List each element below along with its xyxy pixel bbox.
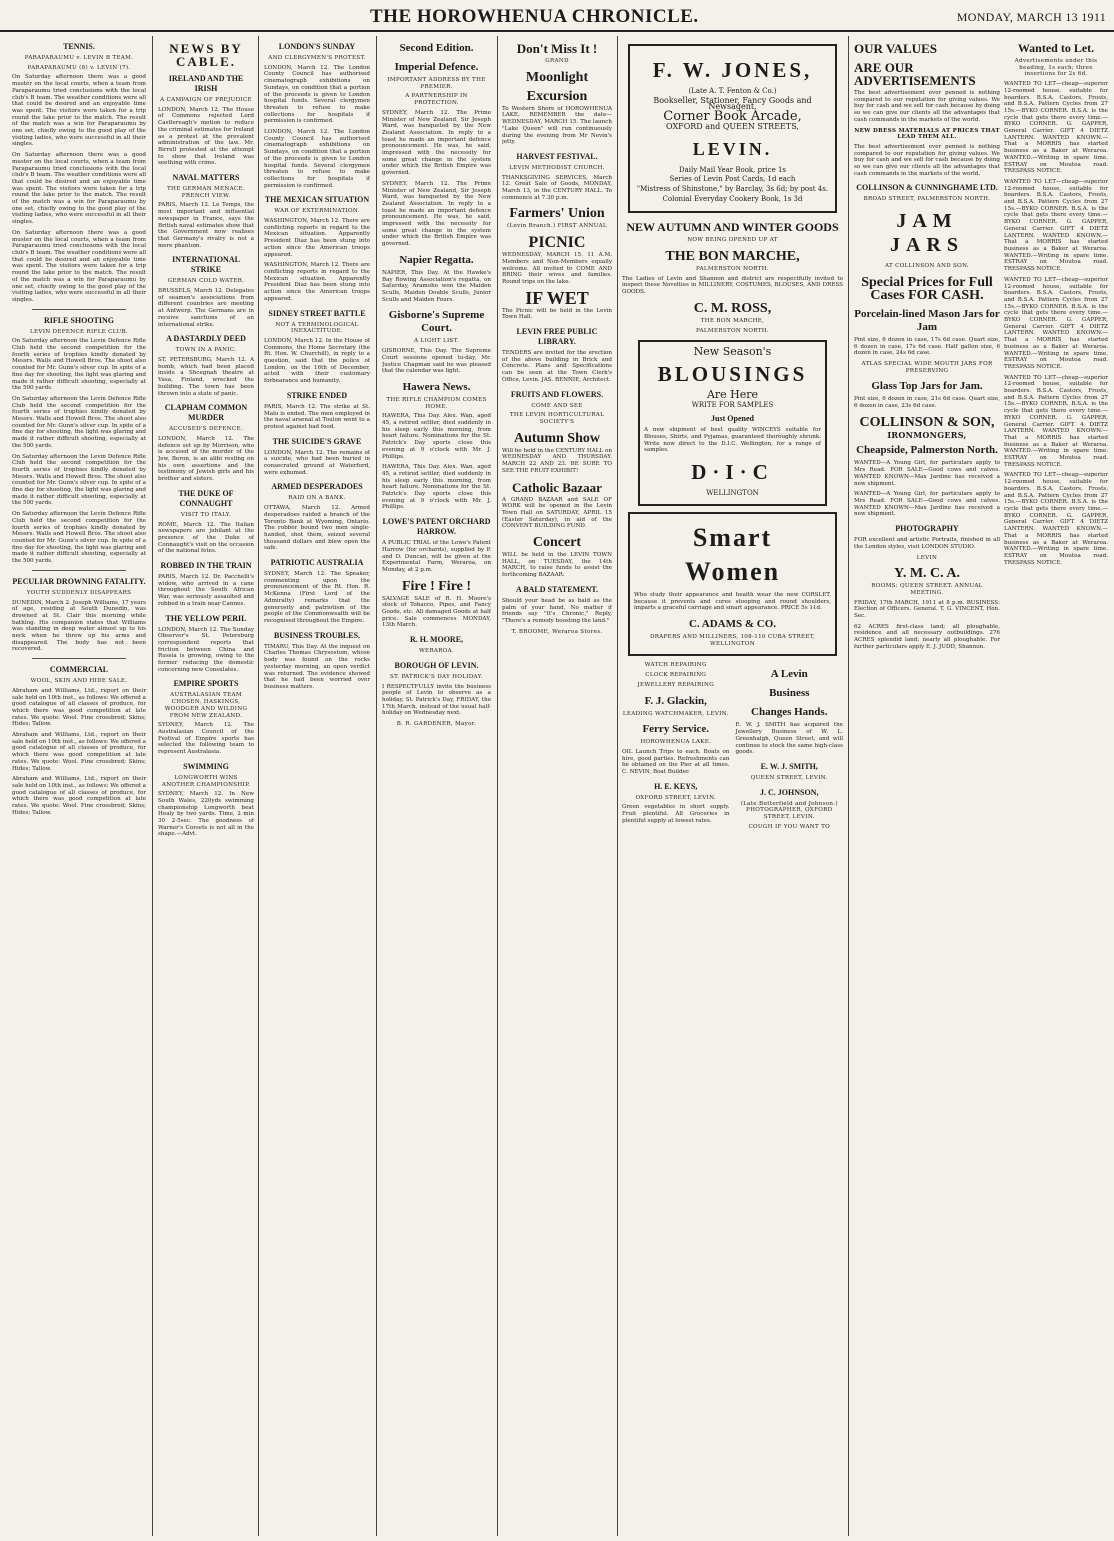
ad-heading: Just Opened: [711, 414, 754, 424]
ad-item: Colonial Everyday Cookery Book, 1s 3d: [662, 194, 803, 203]
section-subheading: THE LEVIN HORTICULTURAL SOCIETY'S: [509, 412, 605, 425]
article-body: Abraham and Williams, Ltd., report on their sale held on 10th inst., as follows: We offered a good catalogue of all classes of produce, for which there was good competition at late rates. We quote: Wool. Fine crossbred; Skins; Hides; Tallow.: [12, 687, 146, 728]
section-subheading: RAID ON A BANK.: [288, 495, 346, 502]
article-body: PARIS, March 12. Dr. Pacchelli's widow, who arrived in a cane throughout the South African War, was seriously assaulted and robbed in a train near Cannes.: [158, 574, 254, 607]
article-body: WILL be held in the LEVIN TOWN HALL, on TUESDAY, the 14th MARCH, to raise funds to assist the forthcoming BAZAAR.: [502, 552, 612, 579]
ad-line: COUGH IF YOU WANT TO: [748, 823, 831, 830]
ad-headline: ARE OUR ADVERTISEMENTS: [854, 60, 976, 88]
article-body: DUNEDIN, March 2. Joseph Williams, 17 years of age, residing at South Dunedin, was drowned at St. Clair this morning while bathing. His companion states that Williams was standing in deep water almost up to his neck when he threw up his arms and disappeared. The body has not been recovered.: [12, 599, 146, 653]
article-body: SALVAGE SALE of R. H. Moore's stock of Tobacco, Pipes, and Fancy Goods, etc. All damaged Goods at half price. Sale commences MONDAY, 13th March.: [382, 595, 491, 629]
ad-headline: Changes Hands.: [751, 706, 828, 719]
article-body: On Saturday afternoon the Levin Defence Rifle Club held the second competition for the fourth series of trophies kindly donated by Messrs. Walls and Howell Bros. The shoot also counted for Mr. Gunn's silver cup. In spite of a fine day for shooting, the light was glaring and made it rather difficult shooting, especially at the 500 yards.: [12, 338, 146, 392]
article-body: NAPIER, This Day. At the Hawke's Bay Rowing Association's regatta, on Saturday, Aramoho won the Maiden Sculls, Maiden Double Sculls, Junior Sculls and Maiden Fours.: [382, 269, 491, 303]
section-heading: Y. M. C. A.: [894, 566, 960, 582]
article-body: PARIS, March 12. Le Temps, the most important and influential newspaper in France, says the British naval estimates show that the Government now realises that Germany's rivalry is not a mere phantom.: [158, 202, 254, 249]
ad-line: CLOCK REPAIRING: [645, 672, 707, 679]
section-subheading: AND CLERGYMEN'S PROTEST.: [268, 55, 366, 61]
edition-heading: Second Edition.: [399, 42, 474, 54]
column-cable-news-2: [264, 36, 370, 1536]
small-ads-row: [622, 662, 843, 833]
divider: [32, 658, 126, 659]
section-heading: FRUITS AND FLOWERS.: [510, 389, 604, 399]
ad-headline: Are Here: [706, 387, 759, 401]
section-subheading: A CAMPAIGN OF PREJUDICE: [160, 97, 252, 103]
column-cable-news: [158, 36, 254, 1536]
article-body: WASHINGTON, March 12. There are conflicting reports in regard to the Mexican situation. Apparently President Diaz has been stung into action since the American troops appeared.: [264, 262, 370, 302]
article-body: LONDON, March 12. In the House of Commons, the Home Secretary (the Rt. Hon. W. Churchill), in reply to a question, said that the police of London, on the 16th of December, acted with their customary forbearance and humanity.: [264, 337, 370, 385]
signature: B. R. GARDENER, Mayor.: [396, 721, 477, 728]
article-body: LONDON, March 12. The remains of a suicide, who had been buried in consecrated ground at Waterford, were exhumed.: [264, 449, 370, 476]
advertiser-name: J. C. JOHNSON,: [760, 787, 819, 797]
article-body: The Ladies of Levin and Shannon and district are respectfully invited to inspect these Novelties in MILLINERY, COSTUMES, BLOUSES, AND DRESS GOODS.: [622, 275, 843, 296]
section-heading: Ferry Service.: [642, 723, 710, 736]
article-body: On Saturday afternoon there was a good muster on the local courts, when a team from Paraparaumu tried conclusions with the local club's B team. The weather conditions were all that could be desired and an enjoyable time was spent. The visitors were taken for a trip round the lake prior to the match. The result of the match was a win for Paraparaumu by one set, chiefly owing to the good play of the visiting ladies, who were successful in all their singles.: [12, 74, 146, 148]
advertiser-name: C. M. ROSS,: [693, 300, 772, 316]
advertiser-address: DRAPERS AND MILLINERS, 108-110 CUBA STREET, WELLINGTON: [649, 633, 816, 647]
advertiser-location: PALMERSTON NORTH.: [696, 266, 769, 273]
section-subheading: THE GERMAN MENACE. FRENCH VIEW.: [167, 186, 245, 199]
article-body: SYDNEY, March 12. The Australasian Council of the Festival of Empire sports has selected the following team to represent Australasia.: [158, 722, 254, 756]
ad-line: JEWELLERY REPAIRING: [637, 681, 714, 688]
advertiser-location: PALMERSTON NORTH.: [696, 327, 769, 334]
article-body: SYDNEY, March 12. The Prime Minister of New Zealand, Sir Joseph Ward, was banqueted by the New Zealand Association. In reply to a toast he made an important defence pronouncement. He was, he said, impressed with the necessity for some great change in the system under which the British Empire was governed.: [382, 109, 491, 177]
section-subheading: PARAPARAUMU (8) v. LEVIN (7).: [27, 64, 131, 71]
section-subheading: ATLAS SPECIAL WIDE MOUTH JARS FOR PRESERVING: [861, 360, 993, 374]
article-body: Abraham and Williams, Ltd., report on their sale held on 10th inst., as follows: We offered a good catalogue of all classes of produce, for which there was good competition at late rates. We quote: Wool. Fine crossbred; Skins; Hides; Tallow.: [12, 776, 146, 816]
section-heading: THE SUICIDE'S GRAVE: [272, 436, 362, 446]
section-subheading: LEVIN DEFENCE RIFLE CLUB.: [30, 328, 128, 335]
advertiser-name: COLLINSON & SON,: [859, 414, 995, 430]
section-heading: CLAPHAM COMMON MURDER: [164, 403, 248, 423]
section-heading: Gisborne's Supreme Court.: [388, 309, 485, 335]
column-collinson: [854, 36, 1000, 1536]
section-subheading: HOROWHENUA LAKE.: [640, 739, 712, 746]
section-subheading: THE RIFLE CHAMPION COMES HOME.: [386, 396, 487, 410]
article-body: FRIDAY, 17th MARCH, 1911 at 8 p.m. BUSINESS: Election of Officers. General. T. G. VINCENT, Hon. Sec.: [854, 599, 1000, 620]
article-body: PARIS, March 12. The strike at St. Malo is ended. The men employed in the naval arsenal at Toulon went to a protest against bad food.: [264, 403, 370, 430]
advertiser-name: COLLINSON & CUNNINGHAME LTD.: [856, 183, 998, 193]
masthead: [0, 0, 1114, 32]
article-body: HAWERA, This Day. Alex. Wan, aged 45, a retired settler, died suddenly in his sleep early this morning, from heart failure. Nominations for the St. Patrick's Day sports close this evening at 9 o'clock with Mr. J. Phillips.: [382, 464, 491, 511]
column-rule: [617, 36, 618, 1536]
divider: [32, 309, 126, 310]
advertiser-trade: Bookseller, Stationer, Fancy Goods and Newsagent,: [653, 95, 812, 112]
divider: [32, 570, 126, 571]
ad-item: Series of Levin Post Cards, 1d each: [669, 175, 796, 184]
section-subheading: GERMAN COLD WATER.: [167, 278, 245, 285]
ad-headline: A Levin: [770, 668, 808, 681]
section-heading: PECULIAR DROWNING FATALITY.: [12, 576, 146, 586]
article-body: GISBORNE, This Day. The Supreme Court sessions opened to-day, Mr. Justice Chapman said he was pleased that the calendar was light.: [382, 348, 491, 375]
section-heading: HARVEST FESTIVAL.: [516, 151, 598, 161]
article-body: Who study their appearance and health wear the new CORSLET, because it prevents and cures stooping and round shoulders, imparts a graceful carriage and smart appearance. PRICE 5s 11d.: [634, 591, 831, 612]
section-heading: Imperial Defence.: [394, 61, 479, 73]
article-body: The Picnic will be held in the Levin Town Hall.: [502, 307, 612, 321]
excursion-title: Moonlight: [525, 69, 589, 85]
corset-ad-box: [628, 512, 837, 657]
advertiser-name: C. ADAMS & CO.: [688, 617, 777, 630]
section-subheading: Advertisements under this heading, 1s each; three insertions for 2s 6d.: [1014, 58, 1098, 78]
news-banner: NEWS BY CABLE.: [169, 41, 243, 69]
section-subheading: PARAPARAUMU v. LEVIN B TEAM.: [24, 55, 134, 61]
advertiser-location: LEADING WATCHMAKER, LEVIN.: [622, 710, 729, 717]
section-heading: COMMERCIAL: [49, 665, 109, 675]
section-subheading: YOUTH SUDDENLY DISAPPEARS: [26, 589, 132, 596]
article-body: OIL Launch Trips to each. Boats on hire, good parties. Refreshments can be obtained on the Pier at all times. C. NEVIN, Boat Builder.: [622, 748, 730, 776]
article-body: THANKSGIVING SERVICES, March 12. Great Sale of Goods, MONDAY, March 13, in the CENTURY HALL. To commence at 7.30 p.m.: [502, 174, 612, 201]
article-body: Abraham and Williams, Ltd., report on their sale held on 10th inst., as follows: We offered a good catalogue of all classes of produce, for which there was good competition at late rates. We quote: Wool. Fine crossbred; Skins; Hides; Tallow.: [12, 732, 146, 772]
article-body: The best advertisement ever penned is nothing compared to our reputation for giving values. We buy for cash and we sell for cash because by doing so we can give our clients all the advantages that cash commands in the markets of the world.: [854, 90, 1000, 123]
section-subheading: WAR OF EXTERMINATION.: [274, 208, 360, 215]
ad-headline: Porcelain-lined Mason Jars for Jam: [854, 307, 1000, 333]
section-subheading: TOWN IN A PANIC.: [175, 347, 237, 354]
section-subheading: LEVIN METHODIST CHURCH.: [509, 164, 605, 171]
excursion-title: Excursion: [526, 88, 588, 104]
small-ads-left: [622, 662, 730, 833]
article-body: WEDNESDAY, MARCH 15. 11 A.M. Members and Non-Members equally welcome. All invited to COME AND BRING their wives and families. Round trips on the lake.: [502, 252, 612, 285]
ad-headline: New Season's: [693, 345, 772, 359]
section-heading: INTERNATIONAL STRIKE: [172, 255, 240, 275]
article-body: BRUSSELS, March 12. Delegates of seamen's associations from different countries are meeting at Antwerp. The Germans are in receive sanctions of an international strike.: [158, 288, 254, 328]
advertiser-name: F. W. JONES,: [652, 58, 813, 82]
advertiser-location: QUEEN STREET, LEVIN.: [750, 774, 828, 781]
article-body: WANTED TO LET—cheap—superior 12-roomed house, suitable for boarders. B.S.A. Castors, Frosts, and B.S.A. Pattern Cycles from 27 15s.—BYKO CORNER. B.S.A. is the cycle that gets there every time.—BYKO CORNER. G. GAPPER, General Carrier. GIFT 4 DIETZ LANTERN. WANTED KNOWN.—That a MORRIS has started business as a Baker at Weraroa. WANTED.—Writing in spare time. ESTRAY on Moutoa road. TRESPASS NOTICE.: [1004, 178, 1108, 273]
section-heading: IRELAND AND THE IRISH: [168, 74, 244, 93]
article-body: Pint size, 6 dozen in case, 21s 6d case. Quart size, 6 dozen in case, 23s 6d case.: [854, 396, 1000, 410]
article-body: A new shipment of best quality WINCEYS suitable for Blouses, Shirts, and Pyjamas, guaranteed thoroughly shrunk. Write now direct to the D.I.C. Wellington, for a range of samples.: [644, 427, 821, 454]
section-heading: LEVIN FREE PUBLIC LIBRARY.: [516, 327, 598, 347]
section-heading: THE DUKE OF CONNAUGHT: [178, 488, 234, 508]
section-subheading: VISIT TO ITALY.: [180, 511, 232, 518]
ad-item: Daily Mail Year Book, price 1s: [678, 165, 787, 174]
article-body: The best advertisement ever penned is nothing compared to our reputation for giving values. We buy for cash and we sell for cash because by doing so we can give our clients all the advantages that cash commands in the markets of the world.: [854, 143, 1000, 177]
article-body: LONDON, March 12. The London County Council has authorised cinematograph exhibitions on Sundays, on condition that a portion of the proceeds is given to London hospital funds. Several clergymen threaten to refuse to make collections for hospitals if permission is confirmed.: [264, 64, 370, 125]
ad-headline: OUR VALUES: [854, 41, 937, 56]
section-heading: SWIMMING: [183, 761, 229, 771]
section-heading: Autumn Show: [514, 430, 600, 446]
section-subheading: NOT A TERMINOLOGICAL INEXACTITUDE.: [275, 321, 359, 335]
section-heading: Catholic Bazaar: [512, 479, 602, 495]
section-heading: RIFLE SHOOTING: [43, 315, 114, 325]
section-heading: Hawera News.: [402, 380, 471, 393]
advertiser-name: H. E. KEYS,: [654, 781, 698, 791]
signature: T. BROOME, Weraroa Stores.: [511, 628, 603, 635]
advertiser-location: OXFORD STREET, LEVIN.: [635, 794, 716, 801]
article-body: ST. PETERSBURG, March 12. A bomb, which had been placed inside a Shcegnah theatre at Vasa, Finland, wrecked the building. The town has been thrown into a state of panic.: [158, 356, 254, 397]
section-subheading: LONGWORTH WINS ANOTHER CHAMPIONSHIP.: [161, 774, 251, 788]
column-advertisements: [622, 36, 843, 1536]
section-heading: A BALD STATEMENT.: [515, 584, 598, 594]
section-heading: Don't Miss It !: [516, 41, 598, 56]
section-subheading: IMPORTANT ADDRESS BY THE PREMIER.: [387, 77, 486, 90]
ad-item: "Mistress of Shinstone," by Barclay, 3s 6d; by post 4s.: [636, 184, 829, 193]
section-heading: BOROUGH OF LEVIN.: [394, 660, 479, 670]
article-body: Should your head be as bald as the palm of your hand, No matter if friends say "It's Chronic," Reply, "There's a remedy boosting the land.": [502, 597, 612, 624]
ad-headline: Smart: [692, 522, 773, 552]
section-subheading: A LIGHT LIST.: [414, 338, 459, 345]
advertiser-note: (Late A. T. Fenton & Co.): [688, 87, 777, 95]
article-body: SYDNEY, March 12. The Prime Minister of New Zealand, Sir Joseph Ward, was banqueted by the New Zealand Association. In reply to a toast he made an important defence pronouncement. He was, he said, impressed with the necessity for some great change in the system under which the British Empire was governed.: [382, 180, 491, 248]
advertiser-address: Cheapside, Palmerston North.: [856, 444, 998, 457]
article-body: TIMARU, This Day. At the inquest on Charles Thomas Chrysostom, whose body was found on the rocks yesterday morning, an open verdict was returned. The evidence showed that he had been worried over business matters.: [264, 643, 370, 690]
column-rule: [258, 36, 259, 1536]
section-subheading: WOOL, SKIN AND HIDE SALE.: [30, 678, 128, 685]
section-heading: ROBBED IN THE TRAIN: [160, 561, 252, 571]
newspaper-title: THE HOROWHENUA CHRONICLE.: [370, 6, 699, 27]
section-heading: ARMED DESPERADOES: [271, 482, 363, 492]
advertiser-name: R. H. MOORE,: [409, 635, 464, 645]
small-ads-right: [736, 662, 844, 833]
article-body: SYDNEY, March 12. The Speaker, commenting upon the pronouncement of the Rt. Hon. R. McKenna (First Lord of the Admiralty) remarks that the generosity and patriotism of the people of the Commonwealth will be recognised throughout the Empire.: [264, 571, 370, 624]
article-body: I RESPECTFULLY invite the business people of Levin to observe as a holiday, St. Patrick's Day, FRIDAY, the 17th March, instead of the usual half-holiday on Wednesday next.: [382, 683, 491, 717]
advertiser-name: THE BON MARCHE,: [665, 249, 800, 265]
section-heading: NAVAL MATTERS: [172, 173, 240, 183]
article-body: WANTED TO LET—cheap—superior 12-roomed house, suitable for boarders. B.S.A. Castors, Frosts, and B.S.A. Pattern Cycles from 27 15s.—BYKO CORNER. B.S.A. is the cycle that gets there every time.—BYKO CORNER. G. GAPPER, General Carrier. GIFT 4 DIETZ LANTERN. WANTED KNOWN.—That a MORRIS has started business as a Baker at Weraroa. WANTED.—Writing in spare time. ESTRAY on Moutoa road. TRESPASS NOTICE.: [1004, 81, 1108, 175]
article-body: On Saturday afternoon there was a good muster on the local courts, when a team from Paraparaumu tried conclusions with the local club's B team. The weather conditions were all that could be desired and an enjoyable time was spent. The visitors were taken for a trip round the lake prior to the match. The result of the match was a win for Paraparaumu by one set, chiefly owing to the good play of the visiting ladies, who were successful in all their singles.: [12, 229, 146, 303]
section-heading: PATRIOTIC AUSTRALIA: [270, 558, 364, 568]
section-subheading: NEW DRESS MATERIALS AT PRICES THAT LEAD THEM ALL.: [854, 127, 1000, 141]
article-body: WANTED TO LET—cheap—superior 12-roomed house, suitable for boarders. B.S.A. Castors, Frosts, and B.S.A. Pattern Cycles from 27 15s.—BYKO CORNER. B.S.A. is the cycle that gets there every time.—BYKO CORNER. G. GAPPER, General Carrier. GIFT 4 DIETZ LANTERN. WANTED KNOWN.—That a MORRIS has started business as a Baker at Weraroa. WANTED.—Writing in spare time. ESTRAY on Moutoa road. TRESPASS NOTICE.: [1004, 374, 1108, 468]
section-heading: Farmers' Union: [509, 206, 605, 222]
ad-headline: Special Prices for Full Cases FOR CASH.: [861, 274, 993, 303]
section-heading: BUSINESS TROUBLES.: [273, 630, 361, 640]
article-body: LONDON, March 12. The Sunday Observer's St. Petersburg correspondent reports that friction between China and Russia is growing, owing to the former reducing the domestic concerning new Consulates.: [158, 626, 254, 673]
article-body: 62 ACRES first-class land; all ploughable, residence and all necessary outbuildings. 276 ACRES splendid land; nearly all ploughable. For further particulars apply E. J. JUDD, Shannon.: [854, 623, 1000, 650]
section-heading: Napier Regatta.: [399, 253, 474, 266]
article-body: Will be held in the CENTURY HALL on WEDNESDAY AND THURSDAY, MARCH 22 AND 23. BE SURE TO SEE THE FRUIT EXHIBIT!: [502, 447, 612, 474]
section-subheading: NOW BEING OPENED UP AT: [687, 237, 778, 244]
ad-subheading: AT COLLINSON AND SON.: [885, 263, 969, 270]
article-body: On Saturday afternoon the Levin Defence Rifle Club held the second competition for the fourth series of trophies kindly donated by Messrs. Walls and Howell Bros. The shoot also counted for Mr. Gunn's silver cup. In spite of a fine day for shooting, the light was glaring and made it rather difficult shooting, especially at the 500 yards.: [12, 453, 146, 507]
advertiser-name: E. W. J. SMITH,: [760, 761, 818, 771]
advertiser-location: THE BON MARCHE,: [700, 317, 765, 324]
article-body: WANTED TO LET—cheap—superior 12-roomed house, suitable for boarders. B.S.A. Castors, Frosts, and B.S.A. Pattern Cycles from 27 15s.—BYKO CORNER. B.S.A. is the cycle that gets there every time.—BYKO CORNER. G. GAPPER, General Carrier. GIFT 4 DIETZ LANTERN. WANTED KNOWN.—That a MORRIS has started business as a Baker at Weraroa. WANTED.—Writing in spare time. ESTRAY on Moutoa road. TRESPASS NOTICE.: [1004, 472, 1108, 566]
column-rule: [497, 36, 498, 1536]
article-body: To Western Shore of HOROWHENUA LAKE. REMEMBER the date—WEDNESDAY, MARCH 15. The launch "Lake Queen" will run continuously during the evening from Mr Nevin's jetty.: [502, 105, 612, 146]
section-heading: LONDON'S SUNDAY: [278, 42, 356, 51]
advertiser-name: F. J. Glackin,: [644, 694, 707, 707]
article-body: Pint size, 6 dozen in case, 17s 6d case. Quart size, 6 dozen in case, 17s 6d case. Half gallon size, 6 dozen in case, 24s 6d case.: [854, 336, 1000, 357]
column-wanted: [1004, 36, 1108, 1536]
section-heading: STRIKE ENDED: [286, 390, 348, 400]
section-heading: IF WET: [525, 287, 589, 308]
ad-headline: JAM JARS: [889, 210, 964, 257]
article-body: A PUBLIC TRIAL of the Lowe's Patent Harrow (for orchards), supplied by P. and D. Duncan, will be given at the Experimental Farm, Weraroa, on Monday, at 2 p.m.: [382, 540, 491, 573]
ad-line: WATCH REPAIRING: [644, 662, 707, 669]
column-second-edition: [382, 36, 491, 1536]
section-heading: THE YELLOW PERIL: [165, 613, 247, 623]
section-heading: EMPIRE SPORTS: [173, 679, 239, 689]
column-local-notices: [502, 36, 612, 1536]
section-heading: SIDNEY STREET BATTLE: [268, 308, 366, 318]
article-body: LONDON, March 12. The defence set up by Morrison, who is accused of the murder of the Jew, Beron, is an alibi resting on his own assertions and the testimony of Jewish girls and his brother and sisters.: [158, 435, 254, 483]
section-subheading: ROOMS: QUEEN STREET. ANNUAL MEETING.: [871, 583, 983, 596]
section-subheading: A PARTNERSHIP IN PROTECTION.: [405, 93, 468, 107]
dic-ad-box: [638, 340, 827, 506]
section-heading: A DASTARDLY DEED: [166, 334, 246, 344]
advertiser-address: BROAD STREET, PALMERSTON NORTH.: [863, 196, 991, 203]
ad-headline: Women: [684, 556, 781, 586]
advertiser-town: LEVIN.: [692, 138, 773, 159]
section-subheading: ACCUSED'S DEFENCE.: [169, 426, 243, 433]
article-body: SYDNEY, March 12. In New South Wales, 220yds swimming championship Longworth beat Healy by two yards. Time, 2 min 30 2-5sec. The goodness of Warner's Corsets is not all in the shape.—Advt.: [158, 791, 254, 838]
ymca-town: LEVIN: [916, 554, 938, 561]
ad-headline: Business: [769, 687, 810, 700]
issue-date: MONDAY, MARCH 13 1911: [956, 10, 1106, 24]
section-subheading: (Levin Branch.) FIRST ANNUAL: [507, 223, 607, 230]
section-heading: Fire ! Fire !: [401, 578, 472, 594]
jones-ad-box: [628, 44, 837, 213]
article-body: A GRAND BAZAAR and SALE OF WORK will be opened in the Levin Town Hall on SATURDAY, APRIL 15 (Easter Saturday), in aid of the CONVENT BUILDING FUND.: [502, 496, 612, 530]
article-body: E. W. J. SMITH has acquired the Jewellery Business of W. L. Greenhalgh, Queen Street, and will continue to stock the same high-class goods.: [735, 722, 843, 756]
article-body: LONDON, March 12. The London County Council has authorised cinematograph exhibitions on Sundays, on condition that a portion of the proceeds is given to London hospital funds. Several clergymen threaten to refuse to make collections for hospitals if permission is confirmed.: [264, 129, 370, 189]
section-subheading: COME AND SEE: [531, 402, 583, 409]
section-heading: TENNIS.: [63, 42, 95, 51]
advertiser-shop: Corner Book Arcade,: [663, 109, 802, 125]
ad-tagline: WRITE FOR SAMPLES: [691, 400, 774, 409]
article-body: On Saturday afternoon there was a good muster on the local courts, when a team from Paraparaumu tried conclusions with the local club's B team. The weather conditions were all that could be desired and an enjoyable time was spent. The visitors were taken for a trip round the lake prior to the match. The result of the match was a win for Paraparaumu by one set, chiefly owing to the good play of the visiting ladies, who were successful in all their singles.: [12, 152, 146, 226]
ad-headline: Glass Top Jars for Jam.: [871, 380, 983, 393]
column-sports: [12, 36, 146, 1536]
section-subheading: ST. PATRICK'S DAY HOLIDAY.: [389, 673, 484, 680]
advertiser-address: OXFORD and QUEEN STREETS,: [666, 121, 799, 131]
article-body: LONDON, March 12. The House of Commons rejected Lord Castlereagh's motion to reduce the criminal estimates for Ireland as a protest at the prevalent administration of the law. Mr. Birrell protested at the attempt to show that Ireland was seething with crime.: [158, 106, 254, 167]
advertiser-trade: IRONMONGERS,: [887, 429, 967, 440]
column-rule: [848, 36, 849, 1536]
article-body: Green vegetables in short supply. Fruit plentiful. All Groceries in plentiful supply at lowest rates.: [622, 804, 730, 824]
article-body: WASHINGTON, March 12. There are conflicting reports in regard to the Mexican situation. Apparently President Diaz has been stung into action since the American troops appeared.: [264, 218, 370, 258]
ad-headline: BLOUSINGS: [657, 361, 808, 386]
section-heading: LOWE'S PATENT ORCHARD HARROW.: [382, 517, 491, 537]
section-subheading: AUSTRALASIAN TEAM CHOSEN. HASKINGS, WOODGER AND WILDING FROM NEW ZEALAND.: [164, 692, 248, 719]
article-body: TENDERS are invited for the erection of the above building in Brick and Concrete. Plans and Specifications can be seen at the Town Clerk's Office, Levin. JAS. BENNIE, Architect.: [502, 350, 612, 383]
section-heading: Concert: [532, 535, 582, 551]
article-body: WANTED TO LET—cheap—superior 12-roomed house, suitable for boarders. B.S.A. Castors, Frosts, and B.S.A. Pattern Cycles from 27 15s.—BYKO CORNER. B.S.A. is the cycle that gets there every time.—BYKO CORNER. G. GAPPER, General Carrier. GIFT 4 DIETZ LANTERN. WANTED KNOWN.—That a MORRIS has started business as a Baker at Weraroa. WANTED.—Writing in spare time. ESTRAY on Moutoa road. TRESPASS NOTICE.: [1004, 276, 1108, 370]
section-heading: THE MEXICAN SITUATION: [264, 195, 370, 205]
section-heading: PHOTOGRAPHY: [895, 524, 959, 534]
article-body: HAWERA, This Day. Alex. Wan, aged 45, a retired settler, died suddenly in his sleep early this morning, from heart failure. Nominations for the St. Patrick's Day sports close this evening at 9 o'clock with Mr. J. Phillips.: [382, 413, 491, 460]
article-body: FOR excellent and artistic Portraits, finished in all the London styles, visit LONDON STUDIO.: [854, 537, 1000, 550]
column-rule: [376, 36, 377, 1536]
dic-location: WELLINGTON: [706, 489, 759, 498]
article-body: WANTED—A Young Girl, for particulars apply to Mrs Read. FOR SALE—Good cows and calves. WANTED KNOWN—Max Jardine has received a new shipment.: [854, 491, 1000, 518]
article-body: On Saturday afternoon the Levin Defence Rifle Club held the second competition for the fourth series of trophies kindly donated by Messrs. Walls and Howell Bros. The shoot also counted for Mr. Gunn's silver cup. In spite of a fine day for shooting, the light was glaring and made it rather difficult shooting, especially at the 500 yards.: [12, 511, 146, 565]
picnic-banner: PICNIC: [528, 234, 586, 252]
column-rule: [152, 36, 153, 1536]
article-body: WANTED—A Young Girl, for particulars apply to Mrs Read. FOR SALE—Good cows and calves. WANTED KNOWN—Max Jardine has received a new shipment.: [854, 460, 1000, 487]
article-body: OTTAWA, March 12. Armed desperadoes raided a branch of the Toronto Bank at Wyoming, Ontario. The robber bound two men single-handed, shot them, seized several thousand dollars and blew open the safe.: [264, 505, 370, 552]
dic-logo: D·I·C: [691, 460, 774, 485]
section-subheading: GRAND: [545, 58, 569, 64]
section-heading: NEW AUTUMN AND WINTER GOODS: [626, 220, 839, 235]
article-body: ROME, March 12. The Italian newspapers are jubilant at the presence of the Duke of Connaught's visit on the occasion of the national fetes.: [158, 521, 254, 555]
article-body: On Saturday afternoon the Levin Defence Rifle Club held the second competition for the fourth series of trophies kindly donated by Messrs. Walls and Howell Bros. The shoot also counted for Mr. Gunn's silver cup. In spite of a fine day for shooting, the light was glaring and made it rather difficult shooting, especially at the 500 yards.: [12, 395, 146, 449]
section-heading: Wanted to Let.: [1017, 41, 1095, 55]
advertiser-location: WERAROA.: [418, 648, 455, 655]
advertiser-location: (Late Butterfield and Johnson.) PHOTOGRAPHER, OXFORD STREET, LEVIN.: [740, 800, 838, 821]
